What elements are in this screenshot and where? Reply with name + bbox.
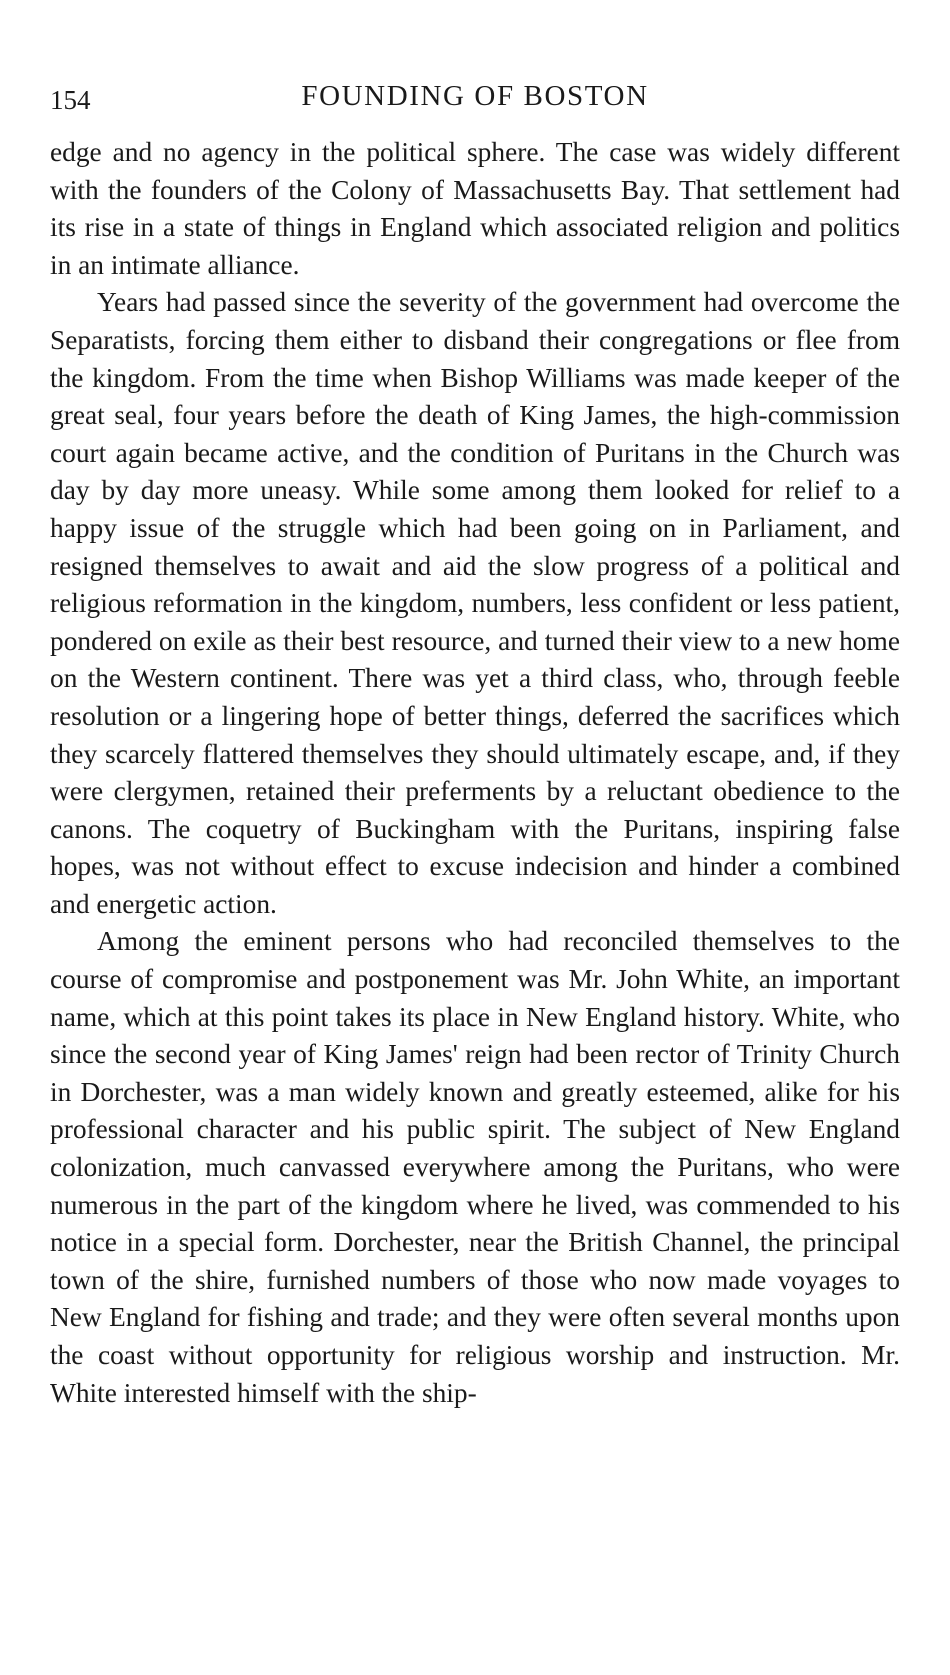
page-number: 154	[50, 85, 91, 115]
paragraph: Among the eminent persons who had reconciled themselves to the course of compromise and postponement was Mr. John White, an important name, which at this point takes its place in New England history. White, who since the second year of King James' reign had been rector of Trinity Church in Dorchester, was a man widely known and greatly esteemed, alike for his professional character and his public spirit. The subject of New England colonization, much canvassed everywhere among the Puritans, who were numerous in the part of the kingdom where he lived, was commended to his notice in a special form. Dorchester, near the British Channel, the principal town of the shire, furnished numbers of those who now made voyages to New England for fishing and trade; and they were often several months upon the coast without opportunity for religious worship and instruction. Mr. White interested himself with the ship-	[50, 926, 900, 1408]
book-page	[50, 70, 900, 1412]
running-head	[50, 70, 900, 114]
paragraph-continued: edge and no agency in the political sphere. The case was widely different with the founders of the Colony of Massachusetts Bay. That settlement had its rise in a state of things in England which associated religion and politics in an intimate alliance.	[50, 137, 900, 280]
running-title: FOUNDING OF BOSTON	[301, 80, 649, 112]
body-text	[50, 134, 900, 1412]
paragraph: Years had passed since the severity of the government had overcome the Separatists, forcing them either to disband their congregations or flee from the kingdom. From the time when Bishop Williams was made keeper of the great seal, four years before the death of King James, the high-commission court again became active, and the condition of Puritans in the Church was day by day more uneasy. While some among them looked for relief to a happy issue of the struggle which had been going on in Parliament, and resigned themselves to await and aid the slow progress of a political and religious reformation in the kingdom, numbers, less confident or less patient, pondered on exile as their best resource, and turned their view to a new home on the Western continent. There was yet a third class, who, through feeble resolution or a lingering hope of better things, deferred the sacrifices which they scarcely flattered themselves they should ultimately escape, and, if they were clergymen, retained their preferments by a reluctant obedience to the canons. The coquetry of Buckingham with the Puritans, inspiring false hopes, was not without effect to excuse indecision and hinder a combined and energetic action.	[50, 287, 900, 919]
